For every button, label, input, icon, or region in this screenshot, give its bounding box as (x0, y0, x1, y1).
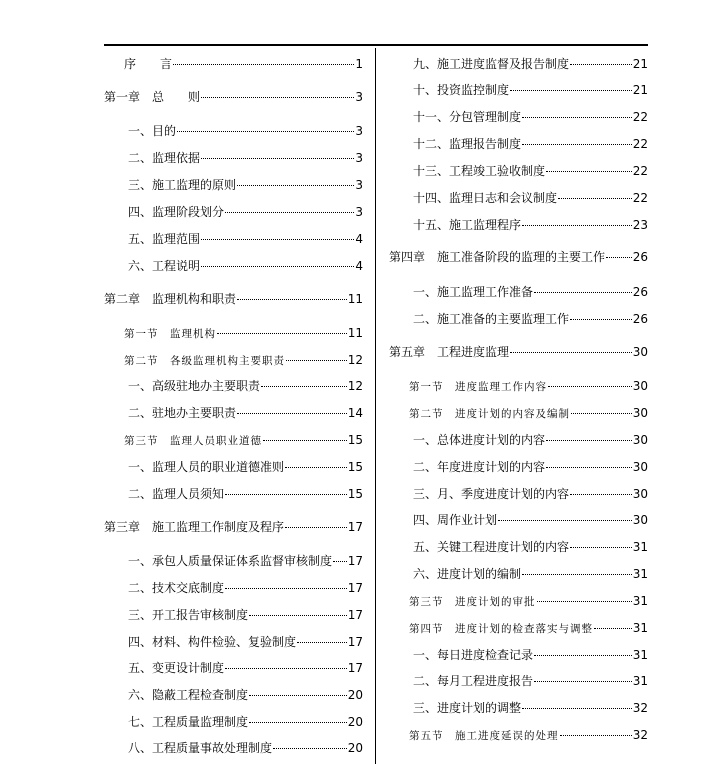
toc-entry-title: 一、承包人质量保证体系监督审核制度 (128, 554, 333, 568)
toc-entry-page: 4 (355, 259, 363, 273)
toc-entry-title: 十五、施工监理程序 (413, 218, 522, 232)
toc-leader-dots (225, 212, 354, 213)
toc-entry-page: 17 (347, 554, 363, 568)
toc-entry[interactable] (104, 379, 363, 393)
toc-entry-page: 17 (347, 635, 363, 649)
toc-entry-title: 十一、分包管理制度 (413, 110, 522, 124)
toc-entry-page: 17 (347, 608, 363, 622)
toc-entry-page: 3 (355, 124, 363, 138)
toc-entry-page: 30 (632, 513, 648, 527)
toc-entry[interactable] (104, 460, 363, 474)
toc-entry-title: 第三节 进度计划的审批 (409, 596, 536, 608)
toc-entry-page: 22 (632, 164, 648, 178)
toc-leader-dots (285, 527, 347, 528)
toc-entry-page: 26 (632, 285, 648, 299)
toc-entry-page: 3 (355, 90, 363, 104)
toc-leader-dots (546, 171, 632, 172)
toc-entry-title: 一、施工监理工作准备 (413, 285, 534, 299)
toc-entry-page: 3 (355, 178, 363, 192)
toc-entry-page: 32 (632, 728, 648, 742)
toc-entry-title: 四、材料、构件检验、复验制度 (128, 635, 297, 649)
toc-entry-title: 第二章 监理机构和职责 (104, 292, 237, 306)
toc-leader-dots (333, 561, 347, 562)
toc-leader-dots (297, 642, 347, 643)
toc-entry-page: 30 (632, 433, 648, 447)
toc-entry-page: 26 (632, 250, 648, 264)
toc-entry-page: 31 (632, 567, 648, 581)
toc-entry-title: 二、监理依据 (128, 151, 201, 165)
toc-entry-page: 15 (347, 433, 363, 447)
toc-entry-page: 31 (632, 540, 648, 554)
toc-leader-dots (225, 668, 347, 669)
toc-entry-page: 15 (347, 487, 363, 501)
toc-leader-dots (548, 386, 632, 387)
toc-entry-title: 五、关键工程进度计划的内容 (413, 540, 570, 554)
toc-entry-title: 三、开工报告审核制度 (128, 608, 249, 622)
toc-entry-title: 一、每日进度检查记录 (413, 648, 534, 662)
toc-entry[interactable] (104, 635, 363, 649)
toc-leader-dots (534, 681, 632, 682)
toc-entry-title: 二、驻地办主要职责 (128, 406, 237, 420)
toc-entry-page: 20 (347, 715, 363, 729)
toc-entry[interactable] (389, 285, 648, 299)
toc-entry-page: 12 (347, 353, 363, 367)
toc-leader-dots (546, 440, 632, 441)
toc-entry-page: 17 (347, 520, 363, 534)
toc-entry[interactable] (389, 218, 648, 232)
toc-leader-dots (201, 97, 354, 98)
toc-entry-title: 第二节 进度计划的内容及编制 (409, 408, 570, 420)
toc-entry-title: 二、每月工程进度报告 (413, 674, 534, 688)
toc-entry[interactable] (104, 581, 363, 595)
toc-entry-page: 31 (632, 594, 648, 608)
toc-entry-title: 第三节 监理人员职业道德 (124, 435, 262, 447)
toc-leader-dots (534, 655, 632, 656)
toc-leader-dots (606, 257, 632, 258)
toc-leader-dots (237, 413, 347, 414)
toc-leader-dots (534, 292, 632, 293)
toc-entry[interactable] (389, 460, 648, 474)
toc-entry[interactable] (104, 178, 363, 192)
toc-leader-dots (201, 158, 354, 159)
toc-entry[interactable] (104, 520, 363, 534)
toc-entry[interactable] (389, 540, 648, 554)
toc-entry-title: 第四章 施工准备阶段的监理的主要工作 (389, 250, 606, 264)
toc-entry[interactable] (389, 137, 648, 151)
toc-entry-page: 14 (347, 406, 363, 420)
toc-leader-dots (571, 413, 632, 414)
toc-entry-title: 八、工程质量事故处理制度 (128, 741, 273, 755)
toc-entry[interactable] (389, 83, 648, 97)
toc-entry-title: 第五章 工程进度监理 (389, 345, 510, 359)
toc-leader-dots (237, 299, 347, 300)
toc-entry[interactable] (104, 124, 363, 138)
toc-entry-title: 十四、监理日志和会议制度 (413, 191, 558, 205)
toc-entry-page: 11 (347, 292, 363, 306)
toc-entry-page: 20 (347, 688, 363, 702)
toc-entry-page: 31 (632, 648, 648, 662)
toc-entry[interactable] (104, 90, 363, 104)
toc-entry-title: 第二节 各级监理机构主要职责 (124, 355, 285, 367)
toc-entry[interactable] (104, 433, 363, 448)
toc-leader-dots (510, 352, 632, 353)
toc-entry-page: 17 (347, 661, 363, 675)
toc-entry-page: 30 (632, 460, 648, 474)
toc-entry[interactable] (104, 661, 363, 675)
toc-leader-dots (249, 722, 347, 723)
toc-entry-title: 十三、工程竣工验收制度 (413, 164, 546, 178)
toc-entry-title: 十二、监理报告制度 (413, 137, 522, 151)
toc-leader-dots (225, 494, 347, 495)
toc-entry[interactable] (104, 554, 363, 568)
toc-entry[interactable] (389, 345, 648, 359)
toc-leader-dots (570, 494, 632, 495)
toc-entry[interactable] (104, 608, 363, 622)
toc-entry-title: 一、监理人员的职业道德准则 (128, 460, 285, 474)
toc-entry-page: 21 (632, 57, 648, 71)
toc-entry-title: 四、监理阶段划分 (128, 205, 225, 219)
toc-entry-page: 31 (632, 621, 648, 635)
toc-entry[interactable] (104, 487, 363, 501)
toc-entry-page: 22 (632, 191, 648, 205)
toc-entry[interactable] (104, 259, 363, 273)
toc-leader-dots (249, 695, 347, 696)
toc-entry[interactable] (104, 205, 363, 219)
toc-leader-dots (546, 467, 632, 468)
toc-entry-title: 第一章 总 则 (104, 90, 201, 104)
toc-entry[interactable] (389, 728, 648, 743)
toc-entry[interactable] (389, 110, 648, 124)
toc-entry[interactable] (104, 715, 363, 729)
toc-entry-page: 17 (347, 581, 363, 595)
toc-entry-page: 22 (632, 110, 648, 124)
toc-entry-title: 六、工程说明 (128, 259, 201, 273)
toc-entry-title: 一、高级驻地办主要职责 (128, 379, 261, 393)
header-rule (104, 44, 648, 46)
toc-entry[interactable] (389, 648, 648, 662)
toc-entry[interactable] (389, 567, 648, 581)
toc-entry-page: 1 (355, 57, 363, 71)
toc-entry[interactable] (389, 191, 648, 205)
toc-leader-dots (273, 748, 347, 749)
toc-leader-dots (510, 90, 632, 91)
toc-entry-page: 21 (632, 83, 648, 97)
toc-entry-page: 30 (632, 406, 648, 420)
toc-entry-page: 26 (632, 312, 648, 326)
toc-entry-title: 一、目的 (128, 124, 177, 138)
toc-entry[interactable] (104, 151, 363, 165)
toc-entry[interactable] (389, 57, 648, 71)
toc-leader-dots (522, 708, 632, 709)
toc-entry[interactable] (389, 406, 648, 421)
toc-entry-title: 第一节 进度监理工作内容 (409, 381, 547, 393)
toc-leader-dots (217, 333, 347, 334)
toc-entry-title: 六、进度计划的编制 (413, 567, 522, 581)
toc-entry-page: 32 (632, 701, 648, 715)
toc-entry-page: 20 (347, 741, 363, 755)
toc-entry-page: 30 (632, 379, 648, 393)
toc-entry-title: 第一节 监理机构 (124, 328, 216, 340)
toc-entry-page: 23 (632, 218, 648, 232)
toc-leader-dots (201, 239, 354, 240)
toc-entry-title: 二、施工准备的主要监理工作 (413, 312, 570, 326)
toc-entry-title: 第五节 施工进度延误的处理 (409, 730, 559, 742)
toc-leader-dots (173, 64, 354, 65)
toc-entry[interactable] (104, 326, 363, 341)
toc-leader-dots (570, 319, 632, 320)
toc-entry-page: 22 (632, 137, 648, 151)
toc-entry[interactable] (389, 594, 648, 609)
toc-entry-title: 二、年度进度计划的内容 (413, 460, 546, 474)
toc-entry-title: 三、月、季度进度计划的内容 (413, 487, 570, 501)
toc-leader-dots (261, 386, 347, 387)
toc-entry-page: 12 (347, 379, 363, 393)
toc-entry[interactable] (104, 688, 363, 702)
toc-leader-dots (201, 266, 354, 267)
toc-entry-page: 30 (632, 345, 648, 359)
toc-entry-title: 三、施工监理的原则 (128, 178, 237, 192)
toc-entry[interactable] (389, 312, 648, 326)
toc-leader-dots (522, 144, 632, 145)
toc-leader-dots (498, 520, 632, 521)
toc-entry-title: 五、监理范围 (128, 232, 201, 246)
toc-entry-title: 十、投资监控制度 (413, 83, 510, 97)
toc-leader-dots (537, 601, 632, 602)
column-divider (375, 48, 376, 764)
toc-entry[interactable] (389, 164, 648, 178)
toc-leader-dots (263, 440, 347, 441)
toc-entry-page: 30 (632, 487, 648, 501)
toc-leader-dots (570, 64, 632, 65)
toc-entry[interactable] (104, 741, 363, 755)
toc-leader-dots (558, 198, 632, 199)
toc-entry-title: 序 言 (124, 57, 173, 71)
toc-entry[interactable] (389, 433, 648, 447)
toc-leader-dots (560, 735, 632, 736)
toc-entry-page: 4 (355, 232, 363, 246)
toc-leader-dots (522, 117, 632, 118)
toc-entry[interactable] (389, 487, 648, 501)
toc-leader-dots (249, 615, 347, 616)
toc-leader-dots (225, 588, 347, 589)
toc-entry[interactable] (104, 232, 363, 246)
toc-entry[interactable] (389, 513, 648, 527)
toc-entry[interactable] (389, 379, 648, 394)
toc-entry-title: 四、周作业计划 (413, 513, 498, 527)
toc-entry-title: 七、工程质量监理制度 (128, 715, 249, 729)
toc-entry-title: 五、变更设计制度 (128, 661, 225, 675)
toc-entry-title: 第三章 施工监理工作制度及程序 (104, 520, 285, 534)
toc-leader-dots (286, 360, 347, 361)
toc-entry-page: 15 (347, 460, 363, 474)
toc-entry[interactable] (104, 353, 363, 368)
toc-entry[interactable] (104, 406, 363, 420)
toc-entry-title: 二、技术交底制度 (128, 581, 225, 595)
toc-entry-title: 一、总体进度计划的内容 (413, 433, 546, 447)
toc-entry[interactable] (104, 57, 363, 71)
toc-entry[interactable] (389, 674, 648, 688)
toc-entry-title: 六、隐蔽工程检查制度 (128, 688, 249, 702)
toc-leader-dots (570, 547, 632, 548)
toc-leader-dots (237, 185, 354, 186)
toc-entry[interactable] (104, 292, 363, 306)
toc-entry-page: 31 (632, 674, 648, 688)
toc-leader-dots (522, 574, 632, 575)
toc-entry[interactable] (389, 701, 648, 715)
toc-entry[interactable] (389, 621, 648, 636)
toc-entry[interactable] (389, 250, 648, 264)
toc-entry-title: 二、监理人员须知 (128, 487, 225, 501)
toc-leader-dots (177, 131, 354, 132)
toc-leader-dots (522, 225, 632, 226)
toc-entry-page: 11 (347, 326, 363, 340)
toc-entry-title: 九、施工进度监督及报告制度 (413, 57, 570, 71)
toc-entry-title: 第四节 进度计划的检查落实与调整 (409, 623, 593, 635)
toc-leader-dots (285, 467, 347, 468)
toc-leader-dots (594, 628, 632, 629)
toc-entry-title: 三、进度计划的调整 (413, 701, 522, 715)
toc-entry-page: 3 (355, 151, 363, 165)
toc-entry-page: 3 (355, 205, 363, 219)
